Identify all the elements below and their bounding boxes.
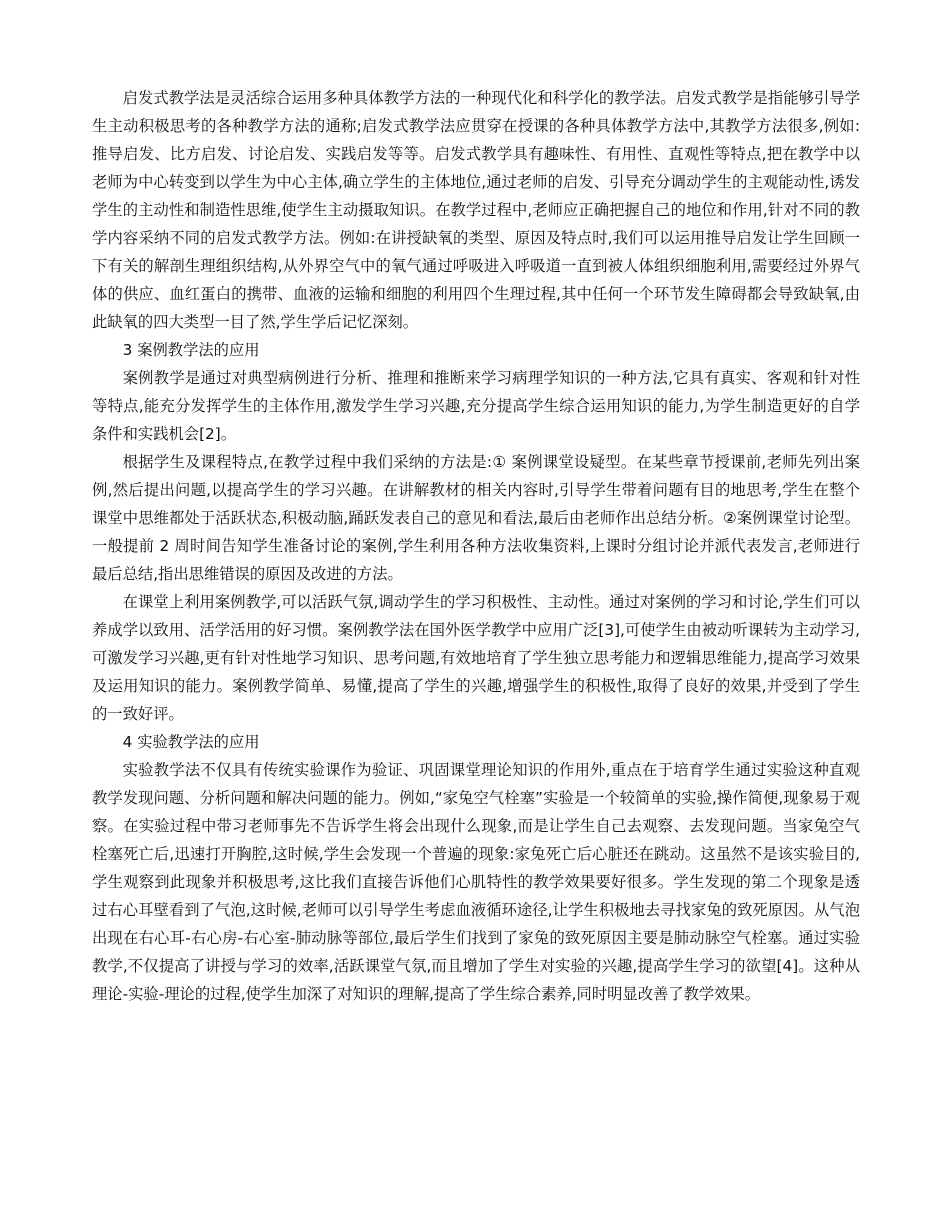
paragraph-case-methods: 根据学生及课程特点,在教学过程中我们采纳的方法是:① 案例课堂设疑型。在某些章节授课前,老师先列出案例,然后提出问题,以提高学生的学习兴趣。在讲解教材的相关内容时,引导学生带着问题有目的地思考,学生在整个课堂中思维都处于活跃状态,积极动脑,踊跃发表自己的意见和看法,最后由老师作出总结分析。②案例课堂讨论型。一般提前 2 周时间告知学生准备讨论的案例,学生利用各种方法收集资料,上课时分组讨论并派代表发言,老师进行最后总结,指出思维错误的原因及改进的方法。: [92, 453, 860, 583]
section-heading-case-teaching: 3 案例教学法的应用: [122, 341, 260, 359]
paragraph-experiment: 实验教学法不仅具有传统实验课作为验证、巩固课堂理论知识的作用外,重点在于培育学生通过实验这种直观教学发现问题、分析问题和解决问题的能力。例如,“家兔空气栓塞”实验是一个较简单的实验,操作简便,现象易于观察。在实验过程中带习老师事先不告诉学生将会出现什么现象,而是让学生自己去观察、去发现问题。当家兔空气栓塞死亡后,迅速打开胸腔,这时候,学生会发现一个普遍的现象:家兔死亡后心脏还在跳动。这虽然不是该实验目的,学生观察到此现象并积极思考,这比我们直接告诉他们心肌特性的教学效果要好很多。学生发现的第二个现象是透过右心耳壁看到了气泡,这时候,老师可以引导学生考虑血液循环途径,让学生积极地去寻找家兔的致死原因。从气泡出现在右心耳-右心房-右心室-肺动脉等部位,最后学生们找到了家兔的致死原因主要是肺动脉空气栓塞。通过实验教学,不仅提高了讲授与学习的效率,活跃课堂气氛,而且增加了学生对实验的兴趣,提高学生学习的欲望[4]。这种从理论-实验-理论的过程,使学生加深了对知识的理解,提高了学生综合素养,同时明显改善了教学效果。: [92, 761, 860, 1003]
paragraph-case-intro: 案例教学是通过对典型病例进行分析、推理和推断来学习病理学知识的一种方法,它具有真实、客观和针对性等特点,能充分发挥学生的主体作用,激发学生学习兴趣,充分提高学生综合运用知识的能力,为学生制造更好的自学条件和实践机会[2]。: [92, 369, 860, 443]
paragraph-heuristic-teaching: 启发式教学法是灵活综合运用多种具体教学方法的一种现代化和科学化的教学法。启发式教学是指能够引导学生主动积极思考的各种教学方法的通称;启发式教学法应贯穿在授课的各种具体教学方法中,其教学方法很多,例如:推导启发、比方启发、讨论启发、实践启发等等。启发式教学具有趣味性、有用性、直观性等特点,把在教学中以老师为中心转变到以学生为中心主体,确立学生的主体地位,通过老师的启发、引导充分调动学生的主观能动性,诱发学生的主动性和制造性思维,使学生主动摄取知识。在教学过程中,老师应正确把握自己的地位和作用,针对不同的教学内容采纳不同的启发式教学方法。例如:在讲授缺氧的类型、原因及特点时,我们可以运用推导启发让学生回顾一下有关的解剖生理组织结构,从外界空气中的氧气通过呼吸进入呼吸道一直到被人体组织细胞利用,需要经过外界气体的供应、血红蛋白的携带、血液的运输和细胞的利用四个生理过程,其中任何一个环节发生障碍都会导致缺氧,由此缺氧的四大类型一目了然,学生学后记忆深刻。: [92, 89, 860, 331]
section-heading-experiment-teaching: 4 实验教学法的应用: [122, 733, 260, 751]
document-body: [92, 84, 860, 1008]
paragraph-case-benefits: 在课堂上利用案例教学,可以活跃气氛,调动学生的学习积极性、主动性。通过对案例的学习和讨论,学生们可以养成学以致用、活学活用的好习惯。案例教学法在国外医学教学中应用广泛[3],可使学生由被动听课转为主动学习,可激发学习兴趣,更有针对性地学习知识、思考问题,有效地培育了学生独立思考能力和逻辑思维能力,提高学习效果及运用知识的能力。案例教学简单、易懂,提高了学生的兴趣,增强学生的积极性,取得了良好的效果,并受到了学生的一致好评。: [92, 593, 860, 723]
